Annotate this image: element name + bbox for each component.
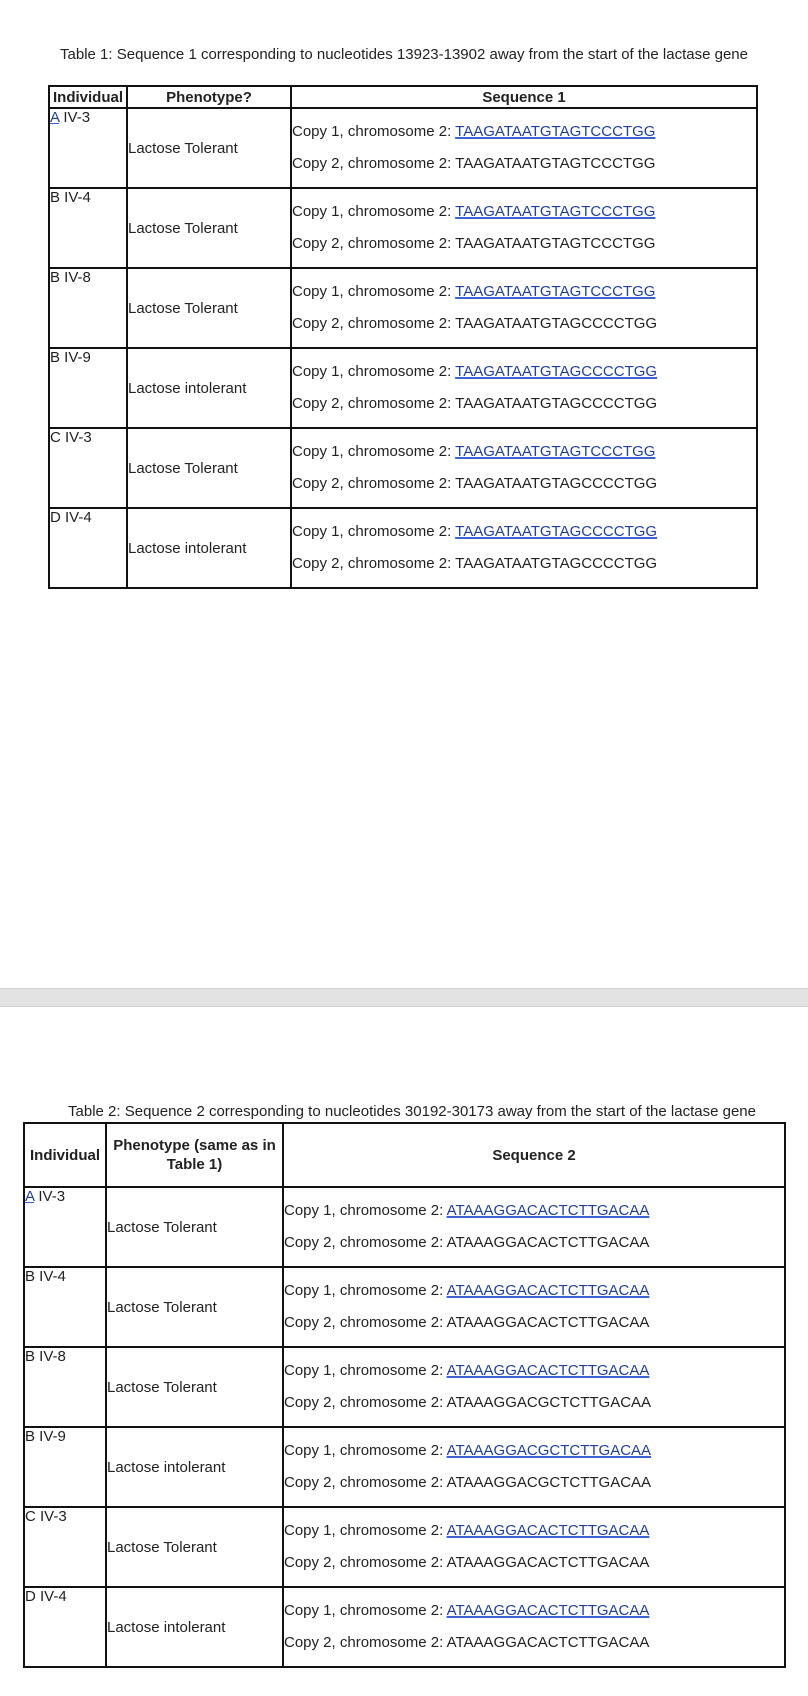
column-header-sequence: Sequence 1 (291, 86, 757, 108)
sequence-cell (283, 1427, 785, 1507)
copy1-label: Copy 1, chromosome 2: (292, 363, 456, 380)
copy2-sequence: ATAAAGGACACTCTTGACAA (446, 1634, 650, 1651)
table-row (49, 268, 757, 348)
sequence-cell (291, 428, 757, 508)
phenotype-cell: Lactose Tolerant (127, 188, 291, 268)
copy2-line (292, 148, 756, 180)
copy2-label: Copy 2, chromosome 2: (292, 315, 456, 332)
copy1-label: Copy 1, chromosome 2: (292, 283, 456, 300)
copy2-line (292, 308, 756, 340)
copy2-line (292, 388, 756, 420)
copy1-line (284, 1595, 784, 1627)
individual-cell (49, 508, 127, 588)
copy2-sequence: ATAAAGGACGCTCTTGACAA (446, 1474, 652, 1491)
individual-label: D IV-4 (25, 1588, 67, 1605)
copy2-sequence: TAAGATAATGTAGCCCCTGG (455, 555, 658, 572)
copy2-label: Copy 2, chromosome 2: (292, 155, 456, 172)
copy2-sequence: ATAAAGGACACTCTTGACAA (446, 1234, 650, 1251)
individual-cell (49, 348, 127, 428)
copy2-label: Copy 2, chromosome 2: (292, 395, 456, 412)
individual-label: B IV-4 (25, 1268, 66, 1285)
phenotype-cell: Lactose intolerant (127, 348, 291, 428)
copy1-line (292, 116, 756, 148)
copy1-label: Copy 1, chromosome 2: (284, 1442, 447, 1459)
copy2-line (284, 1227, 784, 1259)
table-header-row (24, 1123, 785, 1187)
copy2-sequence: ATAAAGGACACTCTTGACAA (446, 1554, 650, 1571)
copy1-label: Copy 1, chromosome 2: (284, 1362, 447, 1379)
copy2-sequence: TAAGATAATGTAGCCCCTGG (455, 315, 658, 332)
individual-label: C IV-3 (25, 1508, 67, 1525)
copy2-line (292, 548, 756, 580)
individual-label: B IV-8 (50, 269, 91, 286)
page-break-divider (0, 988, 808, 1007)
copy1-label: Copy 1, chromosome 2: (284, 1602, 447, 1619)
copy1-sequence: TAAGATAATGTAGTCCCTGG (455, 443, 656, 460)
copy1-line (284, 1195, 784, 1227)
individual-label: D IV-4 (50, 509, 92, 526)
copy1-sequence: ATAAAGGACACTCTTGACAA (446, 1522, 650, 1539)
phenotype-cell: Lactose Tolerant (127, 428, 291, 508)
copy2-line (284, 1307, 784, 1339)
copy1-line (284, 1275, 784, 1307)
copy2-sequence: ATAAAGGACGCTCTTGACAA (446, 1394, 652, 1411)
table-row (24, 1267, 785, 1347)
copy1-line (284, 1435, 784, 1467)
table-row (24, 1187, 785, 1267)
individual-prefix: A (50, 109, 60, 126)
copy1-line (292, 276, 756, 308)
table-row (24, 1347, 785, 1427)
copy1-sequence: ATAAAGGACACTCTTGACAA (446, 1282, 650, 1299)
sequence-cell (291, 508, 757, 588)
copy2-line (284, 1387, 784, 1419)
column-header-phenotype: Phenotype (same as in Table 1) (106, 1123, 283, 1187)
copy1-sequence: TAAGATAATGTAGTCCCTGG (455, 203, 656, 220)
individual-label: B IV-9 (25, 1428, 66, 1445)
copy2-line (284, 1467, 784, 1499)
phenotype-cell: Lactose intolerant (127, 508, 291, 588)
copy2-sequence: TAAGATAATGTAGCCCCTGG (455, 395, 658, 412)
copy1-sequence: ATAAAGGACACTCTTGACAA (446, 1602, 650, 1619)
phenotype-cell: Lactose intolerant (106, 1427, 283, 1507)
sequence-cell (291, 348, 757, 428)
sequence-cell (291, 188, 757, 268)
sequence-cell (283, 1187, 785, 1267)
phenotype-cell: Lactose Tolerant (106, 1347, 283, 1427)
copy1-line (292, 356, 756, 388)
copy2-label: Copy 2, chromosome 2: (284, 1634, 447, 1651)
copy2-sequence: TAAGATAATGTAGCCCCTGG (455, 475, 658, 492)
copy1-line (284, 1355, 784, 1387)
copy1-label: Copy 1, chromosome 2: (284, 1282, 447, 1299)
sequence-cell (291, 108, 757, 188)
phenotype-cell: Lactose Tolerant (127, 268, 291, 348)
individual-cell (49, 428, 127, 508)
copy1-sequence: TAAGATAATGTAGCCCCTGG (455, 523, 658, 540)
table-row (49, 188, 757, 268)
individual-label: B IV-9 (50, 349, 91, 366)
copy2-label: Copy 2, chromosome 2: (284, 1474, 447, 1491)
copy1-label: Copy 1, chromosome 2: (292, 523, 456, 540)
copy2-sequence: TAAGATAATGTAGTCCCTGG (455, 235, 656, 252)
column-header-individual: Individual (24, 1123, 106, 1187)
individual-label: IV-3 (59, 109, 91, 126)
table-row (49, 108, 757, 188)
table-row (49, 348, 757, 428)
individual-cell (24, 1187, 106, 1267)
copy2-line (284, 1547, 784, 1579)
copy1-label: Copy 1, chromosome 2: (284, 1202, 447, 1219)
individual-cell (24, 1427, 106, 1507)
column-header-sequence: Sequence 2 (283, 1123, 785, 1187)
copy1-line (284, 1515, 784, 1547)
individual-prefix: A (25, 1188, 35, 1205)
copy2-label: Copy 2, chromosome 2: (292, 555, 456, 572)
copy2-label: Copy 2, chromosome 2: (284, 1554, 447, 1571)
copy1-sequence: TAAGATAATGTAGTCCCTGG (455, 123, 656, 140)
individual-label: B IV-4 (50, 189, 91, 206)
table-row (49, 428, 757, 508)
table-row (24, 1587, 785, 1667)
phenotype-cell: Lactose Tolerant (127, 108, 291, 188)
sequence-cell (283, 1267, 785, 1347)
copy1-sequence: ATAAAGGACGCTCTTGACAA (446, 1442, 652, 1459)
individual-label: B IV-8 (25, 1348, 66, 1365)
table-row (24, 1427, 785, 1507)
individual-label: C IV-3 (50, 429, 92, 446)
column-header-individual: Individual (49, 86, 127, 108)
copy1-label: Copy 1, chromosome 2: (292, 123, 456, 140)
phenotype-cell: Lactose Tolerant (106, 1187, 283, 1267)
table-row (49, 508, 757, 588)
copy1-label: Copy 1, chromosome 2: (284, 1522, 447, 1539)
table-header-row (49, 86, 757, 108)
copy2-sequence: TAAGATAATGTAGTCCCTGG (455, 155, 656, 172)
sequence-cell (291, 268, 757, 348)
table-row (24, 1507, 785, 1587)
phenotype-cell: Lactose intolerant (106, 1587, 283, 1667)
copy2-line (284, 1627, 784, 1659)
table2-caption: Table 2: Sequence 2 corresponding to nucleotides 30192-30173 away from the start of the lactase gene (68, 1103, 756, 1120)
individual-cell (49, 108, 127, 188)
copy1-line (292, 196, 756, 228)
copy2-line (292, 468, 756, 500)
copy2-line (292, 228, 756, 260)
sequence-cell (283, 1347, 785, 1427)
copy1-label: Copy 1, chromosome 2: (292, 443, 456, 460)
phenotype-cell: Lactose Tolerant (106, 1267, 283, 1347)
sequence-cell (283, 1587, 785, 1667)
copy2-label: Copy 2, chromosome 2: (284, 1314, 447, 1331)
individual-cell (49, 188, 127, 268)
individual-cell (24, 1347, 106, 1427)
sequence2-table (23, 1122, 786, 1668)
copy2-label: Copy 2, chromosome 2: (292, 475, 456, 492)
individual-cell (24, 1587, 106, 1667)
individual-cell (24, 1267, 106, 1347)
copy1-line (292, 436, 756, 468)
phenotype-cell: Lactose Tolerant (106, 1507, 283, 1587)
copy2-label: Copy 2, chromosome 2: (284, 1234, 447, 1251)
individual-label: IV-3 (34, 1188, 66, 1205)
copy2-sequence: ATAAAGGACACTCTTGACAA (446, 1314, 650, 1331)
copy1-line (292, 516, 756, 548)
copy1-sequence: TAAGATAATGTAGTCCCTGG (455, 283, 656, 300)
table1-caption: Table 1: Sequence 1 corresponding to nucleotides 13923-13902 away from the start of the lactase gene (60, 46, 748, 63)
copy1-sequence: ATAAAGGACACTCTTGACAA (446, 1202, 650, 1219)
individual-cell (49, 268, 127, 348)
column-header-phenotype: Phenotype? (127, 86, 291, 108)
copy1-sequence: TAAGATAATGTAGCCCCTGG (455, 363, 658, 380)
copy2-label: Copy 2, chromosome 2: (284, 1394, 447, 1411)
individual-cell (24, 1507, 106, 1587)
copy2-label: Copy 2, chromosome 2: (292, 235, 456, 252)
sequence-cell (283, 1507, 785, 1587)
copy1-label: Copy 1, chromosome 2: (292, 203, 456, 220)
copy1-sequence: ATAAAGGACACTCTTGACAA (446, 1362, 650, 1379)
sequence1-table (48, 85, 758, 589)
